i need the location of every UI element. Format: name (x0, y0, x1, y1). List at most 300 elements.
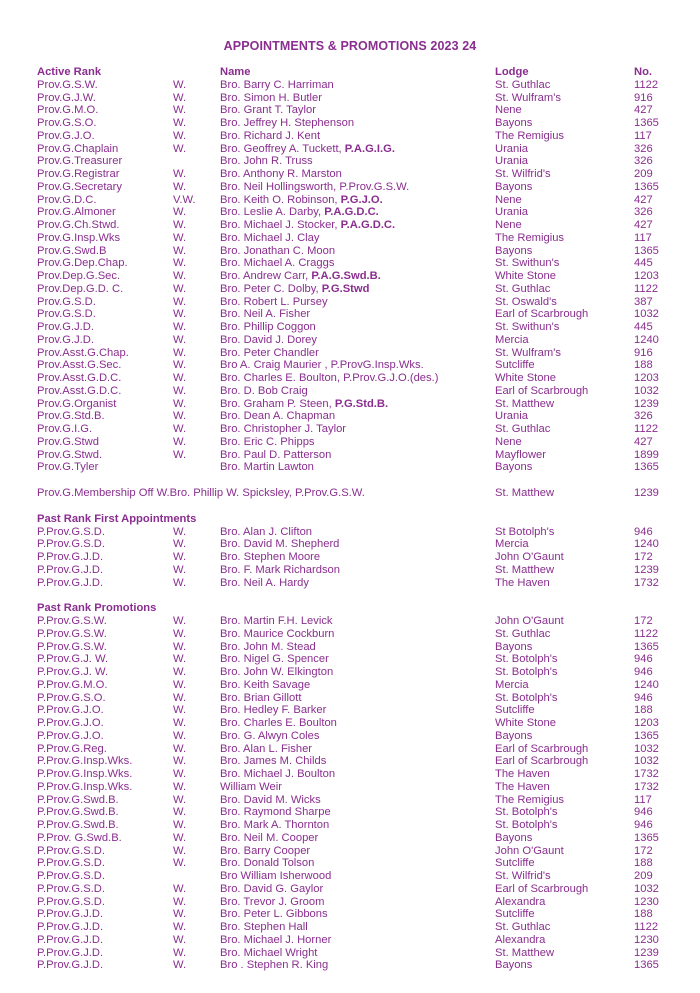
name-cell (220, 615, 333, 628)
lodge-cell: White Stone (495, 372, 556, 384)
lodge-number-cell: 946 (634, 691, 653, 704)
lodge-cell: St. Swithun's (495, 321, 560, 333)
rank-cell: P.Prov.G.J.D. (37, 946, 104, 959)
lodge-number-cell: 1203 (634, 717, 659, 729)
lodge-cell: St. Matthew (495, 397, 555, 410)
lodge-cell: St Botolph's (495, 525, 555, 538)
name-cell (220, 704, 326, 717)
lodge-number-cell: 1122 (634, 627, 659, 640)
lodge-number-cell: 1365 (634, 461, 659, 474)
lodge-cell: The Remigius (495, 231, 565, 244)
rank-cell: P.Prov.G.J.D. (37, 921, 104, 933)
name-text: Bro. Charles E. Boulton, P.Prov.G.J.O.(des.) (220, 372, 439, 384)
rank-cell: Prov.G.Treasurer (37, 155, 123, 168)
honorific-cell: W. (173, 270, 187, 282)
rank-cell: Prov.G.Stwd. (37, 448, 103, 461)
name-cell (220, 641, 316, 654)
header-lodge: Lodge (495, 66, 529, 78)
honorific-cell: W. (173, 257, 187, 270)
name-text: Bro. Alan L. Fisher (220, 742, 313, 755)
lodge-number-cell: 1899 (634, 448, 659, 461)
name-text: Bro. Michael A. Craggs (220, 257, 335, 270)
name-cell (220, 436, 315, 449)
rank-cell: P.Prov.G.J.D. (37, 563, 104, 576)
promotions-list (37, 615, 677, 972)
name-text: Bro. Brian Gillott (220, 691, 302, 704)
lodge-number-cell: 1365 (634, 117, 659, 129)
lodge-number-cell: 1732 (634, 780, 659, 793)
table-row (37, 653, 677, 666)
lodge-number-cell: 445 (634, 321, 653, 333)
name-cell (220, 781, 282, 794)
rank-cell: Prov.G.D.C. (37, 193, 97, 206)
lodge-number-cell: 427 (634, 193, 653, 206)
lodge-number-cell: 1239 (634, 946, 659, 959)
name-cell (220, 717, 337, 730)
lodge-cell: The Remigius (495, 129, 565, 142)
honorific-cell: W. (173, 882, 187, 895)
honorific-cell: W. (173, 806, 187, 819)
rank-cell: Prov.G.S.D. (37, 295, 96, 308)
honorific-cell: W. (173, 219, 187, 231)
rank-cell: P.Prov.G.Insp.Wks. (37, 755, 133, 768)
honorific-cell: W. (173, 844, 187, 857)
name-cell (220, 398, 388, 411)
lodge-number-cell: 1240 (634, 333, 659, 346)
rank-cell: Prov.G.Organist (37, 397, 117, 410)
rank-cell: Prov.G.Secretary (37, 180, 122, 193)
lodge-cell: The Haven (495, 768, 550, 780)
name-text: Bro. Donald Tolson (220, 857, 315, 870)
lodge-number-cell: 1122 (634, 921, 659, 933)
name-text: Bro. Martin Lawton (220, 461, 314, 474)
lodge-number-cell: 427 (634, 435, 653, 448)
name-cell (220, 117, 354, 130)
name-cell (220, 270, 381, 283)
name-text: Bro. D. Bob Craig (220, 384, 308, 397)
rank-cell: Prov.G.Swd.B (37, 244, 107, 257)
table-row (37, 155, 677, 168)
honorific-cell: W. (173, 921, 187, 933)
table-row (37, 538, 677, 551)
table-row (37, 143, 677, 156)
honorific-cell: W. (173, 551, 187, 563)
table-row (37, 947, 677, 960)
rank-cell: Prov.G.Registrar (37, 168, 120, 180)
lodge-number-cell: 1240 (634, 538, 659, 551)
rank-cell: P.Prov.G.J. W. (37, 666, 109, 678)
table-row (37, 921, 677, 934)
name-cell (220, 308, 310, 321)
spacer (37, 474, 677, 487)
lodge-number-cell: 1732 (634, 768, 659, 780)
name-text: Bro. Mark A. Thornton (220, 819, 330, 831)
name-text: Bro. Simon H. Butler (220, 91, 322, 104)
table-row (37, 219, 677, 232)
rank-cell: Prov.Dep.G.D. C. (37, 282, 124, 295)
lodge-cell: Earl of Scarbrough (495, 742, 589, 755)
name-cell (220, 461, 314, 474)
name-text: Bro. Phillip Coggon (220, 321, 316, 333)
table-row (37, 359, 677, 372)
lodge-number-cell: 946 (634, 666, 653, 678)
lodge-cell: St. Matthew (495, 946, 555, 959)
rank-cell: Prov.G.Stwd (37, 435, 99, 448)
section-title-promotions (37, 602, 677, 615)
honorific-cell: W. (173, 717, 187, 729)
rank-cell: P.Prov.G.S.D. (37, 857, 105, 870)
lodge-number-cell: 326 (634, 142, 653, 155)
table-row (37, 347, 677, 360)
honorific-cell: W. (173, 384, 187, 397)
honorific-cell: W. (173, 627, 187, 640)
rank-cell: P.Prov.G.S.W. (37, 627, 107, 640)
lodge-cell: Nene (495, 435, 522, 448)
spacer (37, 500, 677, 513)
name-cell (220, 628, 334, 641)
name-cell (220, 92, 322, 105)
table-row (37, 181, 677, 194)
lodge-cell: St. Wulfram's (495, 91, 561, 104)
table-row (37, 564, 677, 577)
honorific-cell: W. (173, 423, 187, 435)
grand-rank-text: P.A.G.Swd.B. (311, 270, 381, 282)
lodge-cell: Nene (495, 104, 522, 117)
name-text: Bro A. Craig Maurier , P.ProvG.Insp.Wks. (220, 359, 424, 372)
name-text: Bro. Maurice Cockburn (220, 627, 335, 640)
rank-cell: Prov.Asst.G.Chap. (37, 346, 129, 359)
name-text: Bro. Barry Cooper (220, 844, 311, 857)
name-cell (220, 194, 383, 207)
lodge-number-cell: 326 (634, 206, 653, 219)
name-text: Bro. Neil A. Fisher (220, 308, 311, 321)
rank-cell: Prov.G.Ch.Stwd. (37, 219, 120, 231)
lodge-number-cell: 1365 (634, 180, 659, 193)
table-row (37, 679, 677, 692)
rank-cell: P.Prov.G.S.D. (37, 525, 105, 538)
name-text: Bro. Grant T. Taylor (220, 104, 316, 117)
honorific-cell: W. (173, 857, 187, 870)
table-row (37, 704, 677, 717)
honorific-cell: W. (173, 742, 187, 755)
lodge-cell: St. Guthlac (495, 423, 551, 435)
name-cell (220, 526, 312, 539)
table-row (37, 959, 677, 972)
table-row (37, 270, 677, 283)
rank-cell: Prov.Asst.G.Sec. (37, 359, 122, 372)
name-cell (220, 934, 331, 947)
rank-cell: P.Prov.G.Insp.Wks. (37, 780, 133, 793)
table-row (37, 410, 677, 423)
name-cell (220, 79, 334, 92)
table-row (37, 870, 677, 883)
table-row (37, 334, 677, 347)
lodge-number-cell: 1230 (634, 895, 659, 908)
name-cell (220, 564, 340, 577)
table-row (37, 768, 677, 781)
rank-cell: Prov.G.I.G. (37, 423, 93, 435)
name-text: Bro. Raymond Sharpe (220, 806, 331, 819)
lodge-number-cell: 1122 (634, 423, 659, 435)
honorific-cell: W. (173, 333, 187, 346)
honorific-cell: W. (173, 691, 187, 704)
name-cell (220, 347, 319, 360)
honorific-cell: W. (173, 78, 187, 91)
honorific-cell: W. (173, 729, 187, 742)
name-text: Bro. Neil Hollingsworth, P.Prov.G.S.W. (220, 180, 410, 193)
name-text: Bro. John W. Elkington (220, 666, 334, 678)
lodge-cell: Alexandra (495, 895, 546, 908)
honorific-cell: W. (173, 819, 187, 831)
rank-cell: P.Prov.G.J.O. (37, 729, 104, 742)
rank-cell: P.Prov.G.S.O. (37, 691, 106, 704)
table-row (37, 206, 677, 219)
table-row (37, 194, 677, 207)
name-text: Bro. Stephen Hall (220, 921, 308, 933)
honorific-cell: W. (173, 653, 187, 666)
lodge-cell: St. Wilfrid's (495, 870, 551, 882)
table-row (37, 385, 677, 398)
lodge-cell: John O'Gaunt (495, 551, 564, 563)
lodge-number-cell: 1230 (634, 933, 659, 946)
honorific-cell: W. (173, 206, 187, 219)
rank-cell: Prov.G.Std.B. (37, 410, 105, 423)
name-cell (220, 743, 312, 756)
lodge-cell: Bayons (495, 729, 533, 742)
name-text: Bro. Jonathan C. Moon (220, 244, 336, 257)
lodge-cell: St. Botolph's (495, 819, 558, 831)
name-cell (220, 666, 333, 679)
lodge-number-cell: 427 (634, 219, 653, 231)
lodge-cell: Sutcliffe (495, 704, 535, 717)
lodge-number-cell: 172 (634, 551, 653, 563)
lodge-number-cell: 1239 (634, 397, 659, 410)
name-text: Bro. Charles E. Boulton (220, 717, 337, 729)
name-text: Bro William Isherwood (220, 870, 332, 882)
membership-text: Prov.G.Membership Off W.Bro. Phillip W. Spicksley, P.Prov.G.S.W. (37, 487, 365, 499)
name-text: Bro. Graham P. Steen, (220, 397, 335, 410)
name-cell (220, 283, 369, 296)
honorific-cell: W. (173, 563, 187, 576)
name-text: Bro. Andrew Carr, (220, 270, 312, 282)
lodge-number-cell: 916 (634, 91, 653, 104)
name-cell (220, 921, 308, 934)
lodge-number-cell: 1239 (634, 563, 659, 576)
table-row (37, 372, 677, 385)
name-cell (220, 947, 317, 960)
name-cell (220, 755, 326, 768)
grand-rank-text: P.A.G.D.C. (340, 219, 396, 231)
name-text: Bro. James M. Childs (220, 755, 327, 768)
name-cell (220, 449, 331, 462)
lodge-number-cell: 1365 (634, 959, 659, 972)
table-row (37, 692, 677, 705)
lodge-number-cell: 946 (634, 819, 653, 831)
lodge-number-cell: 946 (634, 806, 653, 819)
lodge-cell: St. Wulfram's (495, 346, 561, 359)
rank-cell: P.Prov.G.J.D. (37, 959, 104, 972)
lodge-cell: The Haven (495, 576, 550, 589)
lodge-cell: Sutcliffe (495, 359, 535, 372)
honorific-cell: V.W. (173, 193, 196, 206)
name-cell (220, 819, 329, 832)
name-text: Bro. Michael J. Clay (220, 231, 320, 244)
table-row (37, 896, 677, 909)
name-cell (220, 653, 329, 666)
rank-cell: P.Prov.G.S.W. (37, 640, 107, 653)
name-text: Bro. Nigel G. Spencer (220, 653, 329, 666)
honorific-cell: W. (173, 142, 187, 155)
name-cell (220, 143, 395, 156)
name-text: Bro. Michael J. Boulton (220, 768, 336, 780)
name-text: Bro. Hedley F. Barker (220, 704, 327, 717)
honorific-cell: W. (173, 576, 187, 589)
lodge-cell: Bayons (495, 461, 533, 474)
table-row (37, 92, 677, 105)
name-cell (220, 104, 316, 117)
rank-cell: Prov.G.J.D. (37, 333, 94, 346)
lodge-cell: Mercia (495, 678, 529, 691)
rank-cell: P.Prov.G.Swd.B. (37, 819, 119, 831)
lodge-cell: The Remigius (495, 793, 565, 806)
lodge-number-cell: 1365 (634, 831, 659, 844)
name-text: Bro. Barry C. Harriman (220, 78, 334, 91)
lodge-number-cell: 1032 (634, 308, 659, 321)
lodge-number-cell: 1032 (634, 742, 659, 755)
lodge-cell: Mayflower (495, 448, 546, 461)
table-row (37, 717, 677, 730)
table-row (37, 794, 677, 807)
appointments-table (37, 66, 677, 972)
name-cell (220, 385, 308, 398)
rank-cell: P.Prov.G.M.O. (37, 678, 108, 691)
lodge-cell: Earl of Scarbrough (495, 384, 589, 397)
section-title: Past Rank Promotions (37, 602, 157, 615)
table-row (37, 628, 677, 641)
name-cell (220, 679, 310, 692)
lodge-number-cell: 117 (634, 129, 652, 142)
honorific-cell: W. (173, 359, 187, 372)
name-text: Bro . Stephen R. King (220, 959, 329, 972)
name-text: William Weir (220, 780, 282, 793)
table-row (37, 883, 677, 896)
honorific-cell: W. (173, 231, 187, 244)
table-row (37, 461, 677, 474)
table-row (37, 79, 677, 92)
lodge-cell: Nene (495, 219, 522, 231)
name-cell (220, 768, 335, 781)
table-row (37, 819, 677, 832)
name-text: Bro. F. Mark Richardson (220, 563, 340, 576)
lodge-number-cell: 1122 (634, 78, 659, 91)
header-no: No. (634, 66, 653, 78)
table-row (37, 845, 677, 858)
honorific-cell: W. (173, 959, 187, 972)
lodge-cell: St. Guthlac (495, 282, 551, 295)
name-cell (220, 538, 339, 551)
lodge-number-cell: 1365 (634, 244, 659, 257)
rank-cell: Prov.G.Dep.Chap. (37, 257, 128, 270)
name-cell (220, 296, 328, 309)
lodge-cell: St. Botolph's (495, 806, 558, 819)
honorific-cell: W. (173, 538, 187, 551)
honorific-cell: W. (173, 933, 187, 946)
name-text: Bro. Peter C. Dolby, (220, 282, 322, 295)
rank-cell: P.Prov.G.J.D. (37, 551, 104, 563)
name-cell (220, 794, 321, 807)
spacer (37, 589, 677, 602)
lodge-number-cell: 188 (634, 704, 653, 717)
rank-cell: Prov.G.S.D. (37, 308, 96, 321)
grand-rank-text: P.A.G.D.C. (324, 206, 379, 219)
lodge-number-cell: 427 (634, 104, 653, 117)
rank-cell: P.Prov.G.Swd.B. (37, 806, 119, 819)
lodge-cell: Alexandra (495, 933, 546, 946)
name-text: Bro. Paul D. Patterson (220, 448, 332, 461)
table-row (37, 130, 677, 143)
grand-rank-text: P.G.J.O. (340, 193, 383, 206)
honorific-cell: W. (173, 615, 187, 627)
table-row (37, 232, 677, 245)
lodge-cell: St. Botolph's (495, 691, 558, 704)
name-cell (220, 692, 301, 705)
name-cell (220, 168, 342, 181)
lodge-cell: White Stone (495, 270, 556, 282)
name-cell (220, 334, 317, 347)
name-cell (220, 181, 409, 194)
name-text: Bro. Eric C. Phipps (220, 435, 315, 448)
lodge-cell: St. Matthew (495, 563, 555, 576)
lodge-number-cell: 188 (634, 908, 653, 921)
table-row (37, 857, 677, 870)
rank-cell: P.Prov.G.Insp.Wks. (37, 768, 133, 780)
rank-cell: P.Prov.G.S.D. (37, 870, 105, 882)
lodge-number-cell: 188 (634, 359, 653, 372)
lodge-cell: St. Guthlac (495, 627, 551, 640)
grand-rank-text: P.A.G.I.G. (344, 142, 395, 155)
honorific-cell: W. (173, 768, 187, 780)
name-cell (220, 959, 328, 972)
table-row (37, 308, 677, 321)
lodge-number-cell: 117 (634, 231, 652, 244)
lodge-cell: Sutcliffe (495, 857, 535, 870)
lodge-number-cell: 1732 (634, 576, 659, 589)
rank-cell: P.Prov.G.J.D. (37, 933, 104, 946)
name-text: Bro. Keith Savage (220, 678, 311, 691)
membership-lodge: St. Matthew (495, 487, 555, 499)
active-rank-list (37, 79, 677, 474)
lodge-cell: Sutcliffe (495, 908, 535, 921)
honorific-cell: W. (173, 244, 187, 257)
name-text: Bro. Michael J. Stocker, (220, 219, 341, 231)
rank-cell: Prov.G.S.O. (37, 117, 97, 129)
honorific-cell: W. (173, 831, 187, 844)
honorific-cell: W. (173, 321, 187, 333)
honorific-cell: W. (173, 91, 187, 104)
table-row (37, 781, 677, 794)
name-text: Bro. Trevor J. Groom (220, 895, 325, 908)
honorific-cell: W. (173, 666, 187, 678)
honorific-cell: W. (173, 908, 187, 921)
lodge-number-cell: 209 (634, 168, 653, 180)
name-cell (220, 321, 316, 334)
lodge-cell: The Haven (495, 780, 550, 793)
name-text: Bro. David J. Dorey (220, 333, 317, 346)
lodge-cell: St. Oswald's (495, 295, 557, 308)
lodge-cell: Bayons (495, 244, 533, 257)
lodge-number-cell: 1203 (634, 372, 659, 384)
name-cell (220, 245, 335, 258)
